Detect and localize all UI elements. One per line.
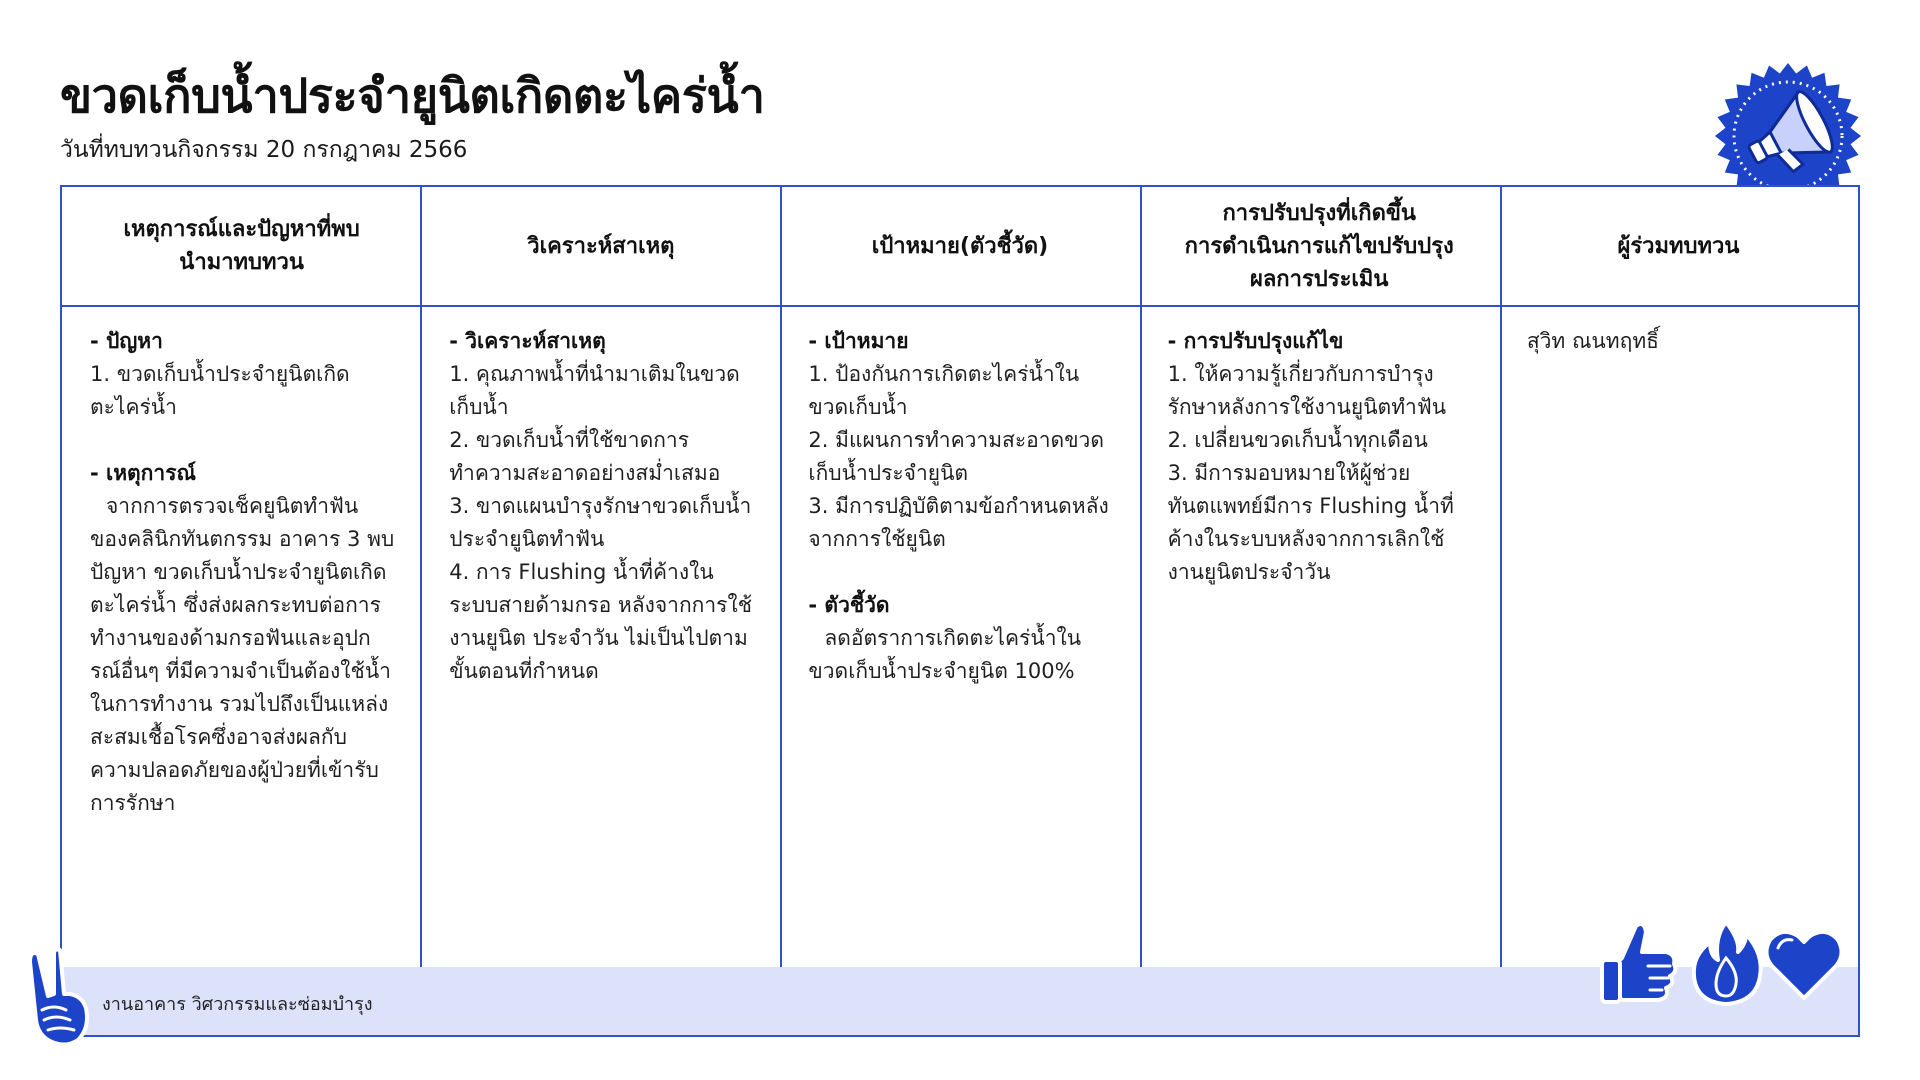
review-table: [60, 185, 1860, 1037]
header-reviewers: ผู้ร่วมทบทวน: [1617, 233, 1740, 259]
cell-improvement: - การปรับปรุงแก้ไข 1. ให้ความรู้เกี่ยวกับการบำรุงรักษาหลังการใช้งานยูนิตทำฟัน 2. เปลี่ยนขวดเก็บน้ำทุกเดือน 3. มีการมอบหมายให้ผู้ช่วยทันตแพทย์มีการ Flushing น้ำที่ค้างในระบบหลังจากการเลิกใช้งานยูนิตประจำวัน: [1167, 329, 1454, 584]
cell-goal-indicator: - เป้าหมาย 1. ป้องกันการเกิดตะไคร่น้ำในขวดเก็บน้ำ 2. มีแผนการทำความสะอาดขวดเก็บน้ำประจำยูนิต 3. มีการปฏิบัติตามข้อกำหนดหลังจากการใช้ยูนิต - ตัวชี้วัด ลดอัตราการเกิดตะไคร่น้ำในขวดเก็บน้ำประจำยูนิต 100%: [808, 329, 1109, 683]
table-header: [62, 187, 1858, 307]
table-body: [62, 307, 1858, 967]
header-analysis: วิเคราะห์สาเหตุ: [527, 233, 675, 259]
header-improvement: การปรับปรุงที่เกิดขึ้น การดำเนินการแก้ไขปรับปรุง ผลการประเมิน: [1184, 200, 1454, 292]
cell-root-cause: - วิเคราะห์สาเหตุ 1. คุณภาพน้ำที่นำมาเติมในขวดเก็บน้ำ 2. ขวดเก็บน้ำที่ใช้ขาดการทำความสะอาดอย่างสม่ำเสมอ 3. ขาดแผนบำรุงรักษาขวดเก็บน้ำประจำยูนิตทำฟัน 4. การ Flushing น้ำที่ค้างในระบบสายด้ามกรอ หลังจากการใช้งานยูนิต ประจำวัน ไม่เป็นไปตามขั้นตอนที่กำหนด: [449, 329, 752, 683]
fire-icon: [1684, 918, 1768, 1008]
peace-hand-icon: [24, 948, 94, 1048]
cell-reviewers: สุวิท ณนทฤทธิ์: [1526, 329, 1659, 353]
heart-icon: [1762, 918, 1846, 1008]
footer-bar: [62, 967, 1858, 1035]
review-date: วันที่ทบทวนกิจกรรม 20 กรกฎาคม 2566: [60, 137, 468, 163]
header-events: เหตุการณ์และปัญหาที่พบ นำมาทบทวน: [123, 217, 360, 275]
thumbs-up-icon: [1596, 918, 1680, 1008]
header-goal: เป้าหมาย(ตัวชี้วัด): [871, 233, 1049, 259]
page-title: ขวดเก็บน้ำประจำยูนิตเกิดตะไคร่น้ำ: [60, 69, 765, 124]
cell-problem-events: - ปัญหา 1. ขวดเก็บน้ำประจำยูนิตเกิดตะไคร่น้ำ - เหตุการณ์ จากการตรวจเช็คยูนิตทำฟันของคลินิกทันตกรรม อาคาร 3 พบปัญหา ขวดเก็บน้ำประจำยูนิตเกิดตะไคร่น้ำ ซึ่งส่งผลกระทบต่อการทำงานของด้ามกรอฟันและอุปกรณ์อื่นๆ ที่มีความจำเป็นต้องใช้น้ำในการทำงาน รวมไปถึงเป็นแหล่งสะสมเชื้อโรคซึ่งอาจส่งผลกับความปลอดภัยของผู้ป่วยที่เข้ารับการรักษา: [90, 329, 395, 815]
footer-department: งานอาคาร วิศวกรรมและซ่อมบำรุง: [102, 994, 373, 1015]
